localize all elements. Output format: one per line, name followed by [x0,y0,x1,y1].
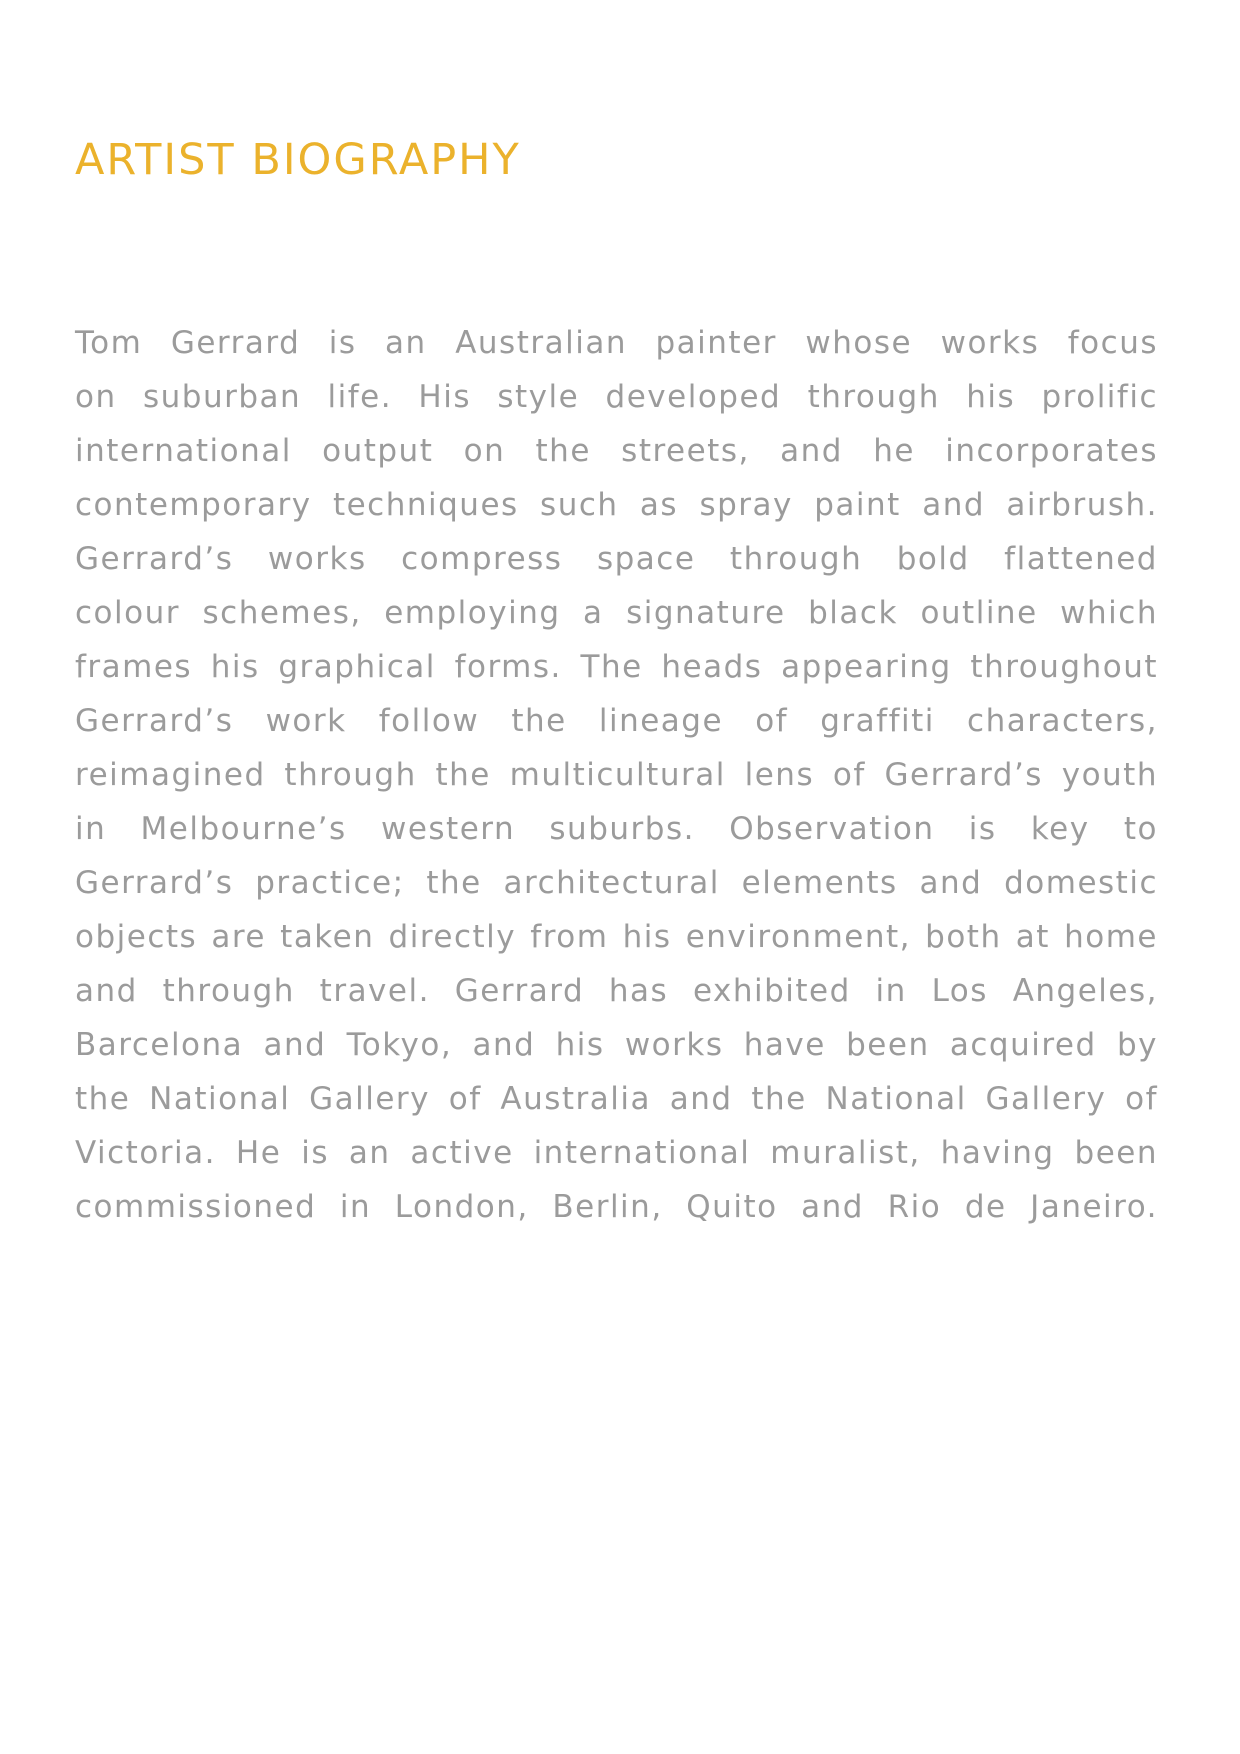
biography-line: reimagined through the multicultural lens of Gerrard’s youth [75,757,1158,793]
biography-line: international output on the streets, and he incorporates [75,433,1158,469]
biography-line: and through travel. Gerrard has exhibited in Los Angeles, [75,973,1158,1009]
biography-line: frames his graphical forms. The heads appearing throughout [75,649,1158,685]
biography-line: colour schemes, employing a signature black outline which [75,595,1158,631]
biography-line: Barcelona and Tokyo, and his works have been acquired by [75,1027,1158,1063]
biography-line: Victoria. He is an active international muralist, having been [75,1135,1158,1171]
biography-line: the National Gallery of Australia and the National Gallery of [75,1081,1158,1117]
biography-line: in Melbourne’s western suburbs. Observation is key to [75,811,1158,847]
biography-line: commissioned in London, Berlin, Quito and Rio de Janeiro. [75,1189,1158,1225]
biography-line: Gerrard’s works compress space through bold flattened [75,541,1158,577]
biography-line: Tom Gerrard is an Australian painter whose works focus [75,325,1158,361]
biography-line: Gerrard’s practice; the architectural elements and domestic [75,865,1158,901]
biography-line: objects are taken directly from his environment, both at home [75,919,1158,955]
page-title: ARTIST BIOGRAPHY [75,135,521,185]
biography-line: contemporary techniques such as spray paint and airbrush. [75,487,1158,523]
biography-line: on suburban life. His style developed through his prolific [75,379,1158,415]
biography-line: Gerrard’s work follow the lineage of graffiti characters, [75,703,1158,739]
biography-text [75,316,1158,1234]
